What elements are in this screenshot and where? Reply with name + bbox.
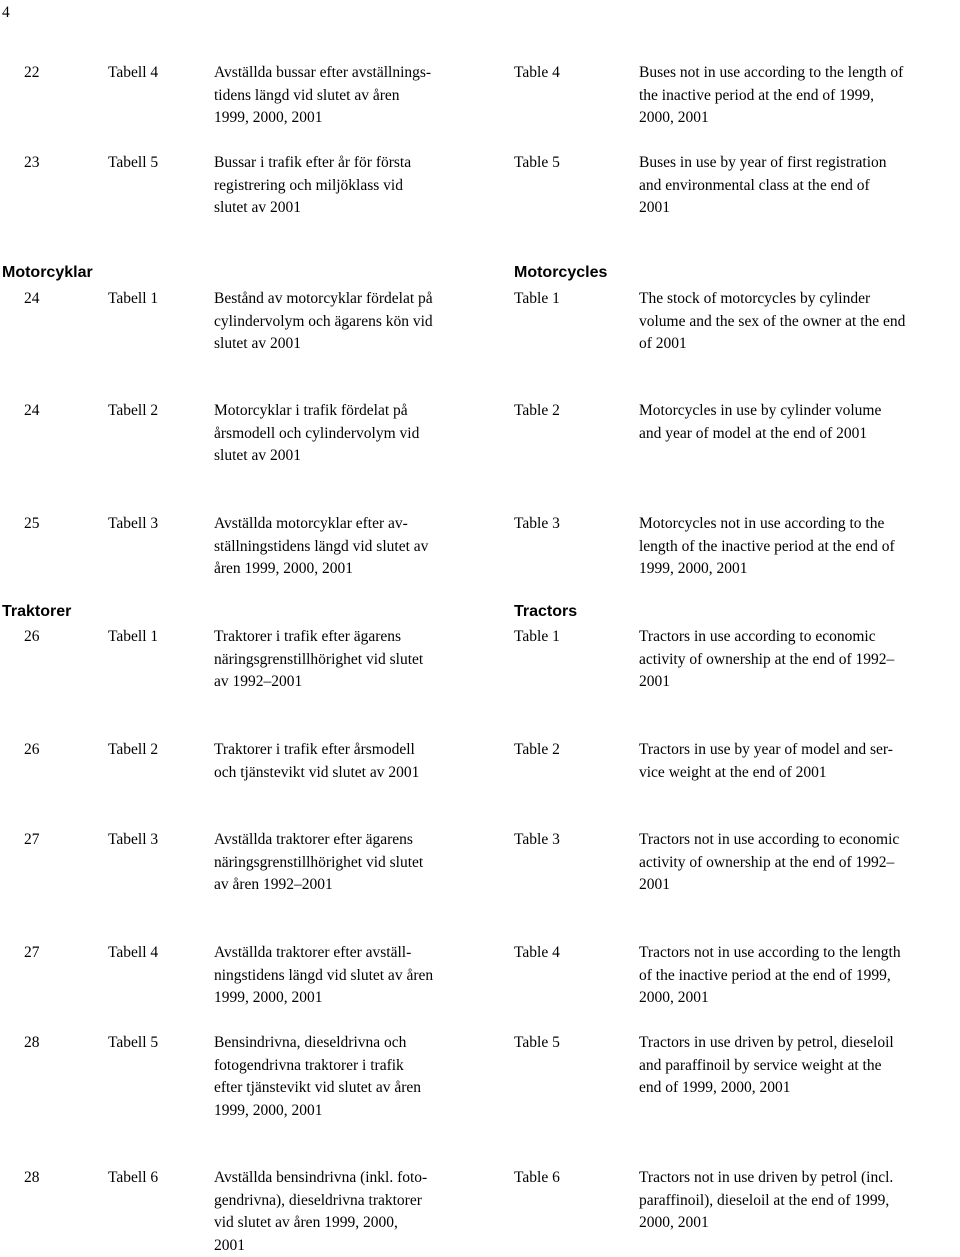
english-table-title: [639, 1032, 959, 1100]
swedish-table-label: Tabell 3: [108, 515, 159, 532]
english-table-title: [639, 829, 959, 897]
english-table-label: Table 1: [514, 290, 560, 307]
title-line: fotogendrivna traktorer i trafik: [214, 1056, 404, 1074]
page-ref: 22: [24, 64, 40, 81]
title-line: Bestånd av motorcyklar fördelat på: [214, 290, 433, 307]
title-line: Buses not in use according to the length of: [639, 64, 904, 81]
swedish-table-title: [214, 626, 484, 694]
swedish-table-title: [214, 739, 484, 784]
title-line: registrering och miljöklass vid: [214, 176, 403, 194]
title-line: Tractors not in use according to the length: [639, 944, 901, 961]
english-table-label: Table 6: [514, 1169, 560, 1186]
title-line: Motorcyklar i trafik fördelat på: [214, 402, 408, 419]
english-table-title: [639, 942, 959, 1010]
swedish-table-label: Tabell 1: [108, 628, 159, 645]
title-line: av 1992–2001: [214, 673, 303, 691]
title-line: paraffinoil), dieseloil at the end of 1999,: [639, 1191, 890, 1209]
title-line: årsmodell och cylindervolym vid: [214, 424, 420, 442]
page-ref: 26: [24, 628, 40, 645]
title-line: 2001: [639, 199, 670, 217]
english-table-label: Table 3: [514, 515, 560, 532]
title-line: ningstidens längd vid slutet av åren: [214, 966, 434, 984]
page-ref: 28: [24, 1169, 40, 1186]
title-line: 2000, 2001: [639, 109, 709, 127]
title-line: åren 1999, 2000, 2001: [214, 560, 354, 578]
title-line: slutet av 2001: [214, 335, 301, 353]
title-line: näringsgrenstillhörighet vid slutet: [214, 853, 424, 871]
title-line: Motorcycles in use by cylinder volume: [639, 402, 882, 419]
english-table-title: [639, 400, 959, 445]
english-table-title: [639, 513, 959, 581]
english-table-title: [639, 152, 959, 220]
english-table-label: Table 4: [514, 944, 560, 961]
title-line: activity of ownership at the end of 1992–: [639, 853, 895, 871]
title-line: cylindervolym och ägarens kön vid: [214, 312, 433, 330]
swedish-table-title: [214, 513, 484, 581]
english-table-label: Table 4: [514, 64, 560, 81]
title-line: Buses in use by year of first registration: [639, 154, 887, 171]
swedish-table-title: [214, 400, 484, 468]
title-line: Avställda bussar efter avställnings-: [214, 64, 432, 81]
english-table-title: [639, 1167, 959, 1235]
swedish-table-title: [214, 1032, 484, 1122]
title-line: 2000, 2001: [639, 989, 709, 1007]
page-number: 4: [2, 4, 10, 21]
page-ref: 24: [24, 402, 40, 419]
english-table-label: Table 2: [514, 741, 560, 758]
title-line: 2001: [214, 1236, 245, 1254]
title-line: the inactive period at the end of 1999,: [639, 86, 875, 104]
page-ref: 25: [24, 515, 40, 532]
title-line: Traktorer i trafik efter årsmodell: [214, 741, 415, 758]
swedish-table-label: Tabell 4: [108, 944, 159, 961]
swedish-table-title: [214, 1167, 484, 1257]
title-line: vid slutet av åren 1999, 2000,: [214, 1214, 398, 1232]
title-line: and paraffinoil by service weight at the: [639, 1056, 882, 1074]
title-line: Traktorer i trafik efter ägarens: [214, 628, 402, 645]
swedish-table-label: Tabell 5: [108, 154, 159, 171]
title-line: av åren 1992–2001: [214, 876, 333, 894]
swedish-table-title: [214, 62, 484, 130]
title-line: näringsgrenstillhörighet vid slutet: [214, 650, 424, 668]
english-table-title: [639, 626, 959, 694]
title-line: and environmental class at the end of: [639, 176, 870, 194]
swedish-table-label: Tabell 4: [108, 64, 159, 81]
swedish-table-label: Tabell 2: [108, 402, 159, 419]
swedish-table-title: [214, 152, 484, 220]
english-table-title: [639, 288, 959, 356]
title-line: end of 1999, 2000, 2001: [639, 1079, 791, 1097]
swedish-table-label: Tabell 6: [108, 1169, 159, 1186]
swedish-table-title: [214, 288, 484, 356]
title-line: Motorcycles not in use according to the: [639, 515, 885, 532]
title-line: Bensindrivna, dieseldrivna och: [214, 1034, 407, 1051]
title-line: Avställda bensindrivna (inkl. foto-: [214, 1169, 428, 1186]
english-table-title: [639, 739, 959, 784]
swedish-table-label: Tabell 1: [108, 290, 159, 307]
title-line: Bussar i trafik efter år för första: [214, 154, 412, 171]
title-line: length of the inactive period at the end of: [639, 537, 895, 555]
page-ref: 28: [24, 1034, 40, 1051]
english-table-label: Table 5: [514, 154, 560, 171]
swedish-table-label: Tabell 5: [108, 1034, 159, 1051]
page-ref: 24: [24, 290, 40, 307]
title-line: The stock of motorcycles by cylinder: [639, 290, 871, 307]
title-line: of the inactive period at the end of 1999,: [639, 966, 891, 984]
section-heading-english: Motorcycles: [514, 264, 608, 281]
title-line: slutet av 2001: [214, 199, 301, 217]
section-heading-english: Tractors: [514, 603, 578, 620]
title-line: 1999, 2000, 2001: [214, 1101, 323, 1119]
page-ref: 27: [24, 831, 40, 848]
section-heading-swedish: Motorcyklar: [2, 264, 93, 281]
swedish-table-label: Tabell 3: [108, 831, 159, 848]
title-line: Tractors in use according to economic: [639, 628, 876, 645]
title-line: and year of model at the end of 2001: [639, 424, 868, 442]
title-line: 1999, 2000, 2001: [214, 109, 323, 127]
title-line: 2001: [639, 876, 670, 894]
english-table-label: Table 1: [514, 628, 560, 645]
title-line: slutet av 2001: [214, 447, 301, 465]
title-line: Avställda motorcyklar efter av-: [214, 515, 408, 532]
title-line: ställningstidens längd vid slutet av: [214, 537, 429, 555]
page-ref: 27: [24, 944, 40, 961]
title-line: Tractors not in use driven by petrol (incl.: [639, 1169, 894, 1186]
page-ref: 26: [24, 741, 40, 758]
title-line: Avställda traktorer efter ägarens: [214, 831, 413, 848]
title-line: 1999, 2000, 2001: [639, 560, 748, 578]
title-line: vice weight at the end of 2001: [639, 763, 827, 781]
title-line: Tractors in use by year of model and ser-: [639, 741, 893, 758]
page-ref: 23: [24, 154, 40, 171]
english-table-title: [639, 62, 959, 130]
english-table-label: Table 3: [514, 831, 560, 848]
title-line: efter tjänstevikt vid slutet av åren: [214, 1079, 422, 1097]
title-line: volume and the sex of the owner at the end: [639, 312, 906, 330]
section-heading-swedish: Traktorer: [2, 603, 72, 620]
title-line: tidens längd vid slutet av åren: [214, 86, 400, 104]
english-table-label: Table 5: [514, 1034, 560, 1051]
title-line: activity of ownership at the end of 1992–: [639, 650, 895, 668]
swedish-table-label: Tabell 2: [108, 741, 159, 758]
title-line: 1999, 2000, 2001: [214, 989, 323, 1007]
title-line: 2001: [639, 673, 670, 691]
swedish-table-title: [214, 829, 484, 897]
english-table-label: Table 2: [514, 402, 560, 419]
title-line: och tjänstevikt vid slutet av 2001: [214, 763, 420, 781]
title-line: of 2001: [639, 335, 687, 353]
swedish-table-title: [214, 942, 484, 1010]
title-line: 2000, 2001: [639, 1214, 709, 1232]
title-line: Tractors not in use according to economic: [639, 831, 900, 848]
title-line: gendrivna), dieseldrivna traktorer: [214, 1191, 422, 1209]
title-line: Avställda traktorer efter avställ-: [214, 944, 412, 961]
title-line: Tractors in use driven by petrol, dieseloil: [639, 1034, 894, 1051]
